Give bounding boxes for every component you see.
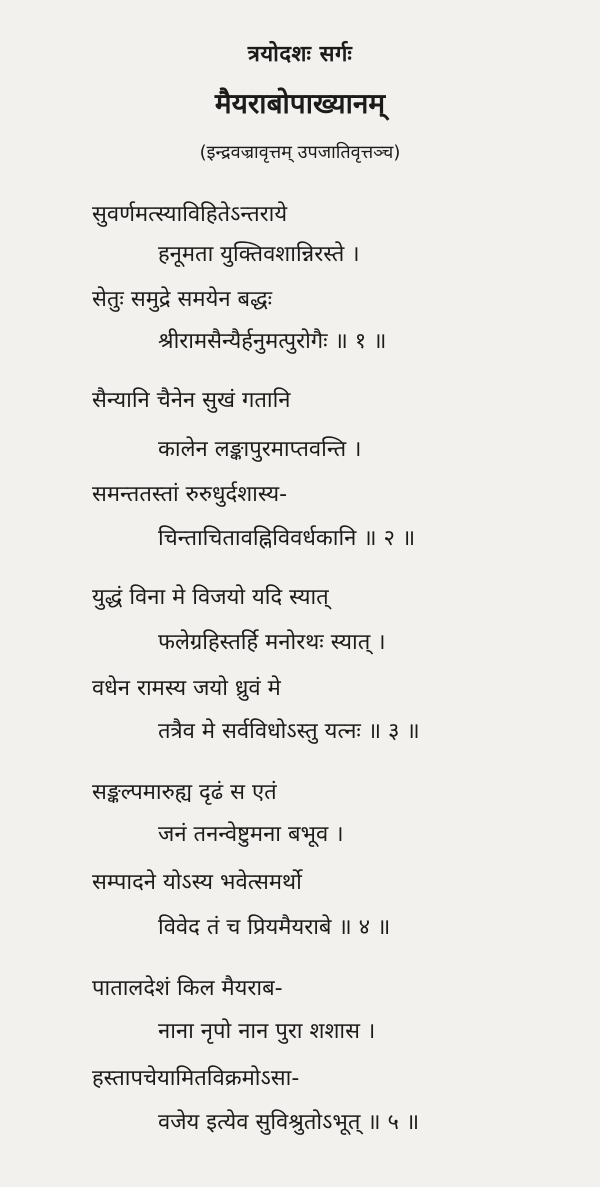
verse-1-line-1: सुवर्णमत्स्याविहितेऽन्तराये — [92, 202, 288, 227]
verse-3-line-1: युद्धं विना मे विजयो यदि स्यात् — [92, 585, 329, 610]
verse-2-line-1: सैन्यानि चैनेन सुखं गतानि — [92, 388, 291, 413]
verse-5-line-4: वजेय इत्येव सुविश्रुतोऽभूत् ॥ ५ ॥ — [158, 1110, 420, 1135]
verse-2-line-3: समन्ततस्तां रुरुधुर्दशास्य- — [92, 482, 288, 507]
verse-2-line-4: चिन्ताचितावह्निविवर्धकानि ॥ २ ॥ — [158, 526, 416, 551]
verse-5-line-3: हस्तापचेयामितविक्रमोऽसा- — [92, 1066, 300, 1091]
verse-4-line-1: सङ्कल्पमारुह्य दृढं स एतं — [92, 780, 277, 805]
verse-3-line-2: फलेग्रहिस्तर्हि मनोरथः स्यात् । — [158, 630, 386, 655]
verse-4-line-2: जनं तनन्वेष्टुमना बभूव । — [158, 822, 344, 847]
verse-2-line-2: कालेन लङ्कापुरमाप्तवन्ति । — [158, 437, 362, 462]
verse-3-line-3: वधेन रामस्य जयो ध्रुवं मे — [92, 676, 281, 701]
verse-1-line-2: हनूमता युक्तिवशान्निरस्ते । — [158, 242, 360, 267]
verse-4-line-3: सम्पादने योऽस्य भवेत्समर्थो — [92, 870, 302, 895]
verse-1-line-3: सेतुः समुद्रे समयेन बद्धः — [92, 287, 273, 312]
meter-note: (इन्द्रवज्रावृत्तम् उपजातिवृत्तञ्च) — [199, 142, 401, 163]
section-title: मैयराबोपाख्यानम् — [214, 87, 386, 120]
verse-5-line-2: नाना नृपो नान पुरा शशास । — [158, 1019, 376, 1044]
chapter-heading: त्रयोदशः सर्गः — [247, 42, 353, 67]
verse-5-line-1: पातालदेशं किल मैयराब- — [92, 976, 283, 1001]
verse-1-line-4: श्रीरामसैन्यैर्हनुमत्पुरोगैः ॥ १ ॥ — [158, 329, 387, 354]
verse-3-line-4: तत्रैव मे सर्वविधोऽस्तु यत्नः ॥ ३ ॥ — [158, 719, 420, 744]
verse-4-line-4: विवेद तं च प्रियमैयराबे ॥ ४ ॥ — [158, 915, 391, 940]
